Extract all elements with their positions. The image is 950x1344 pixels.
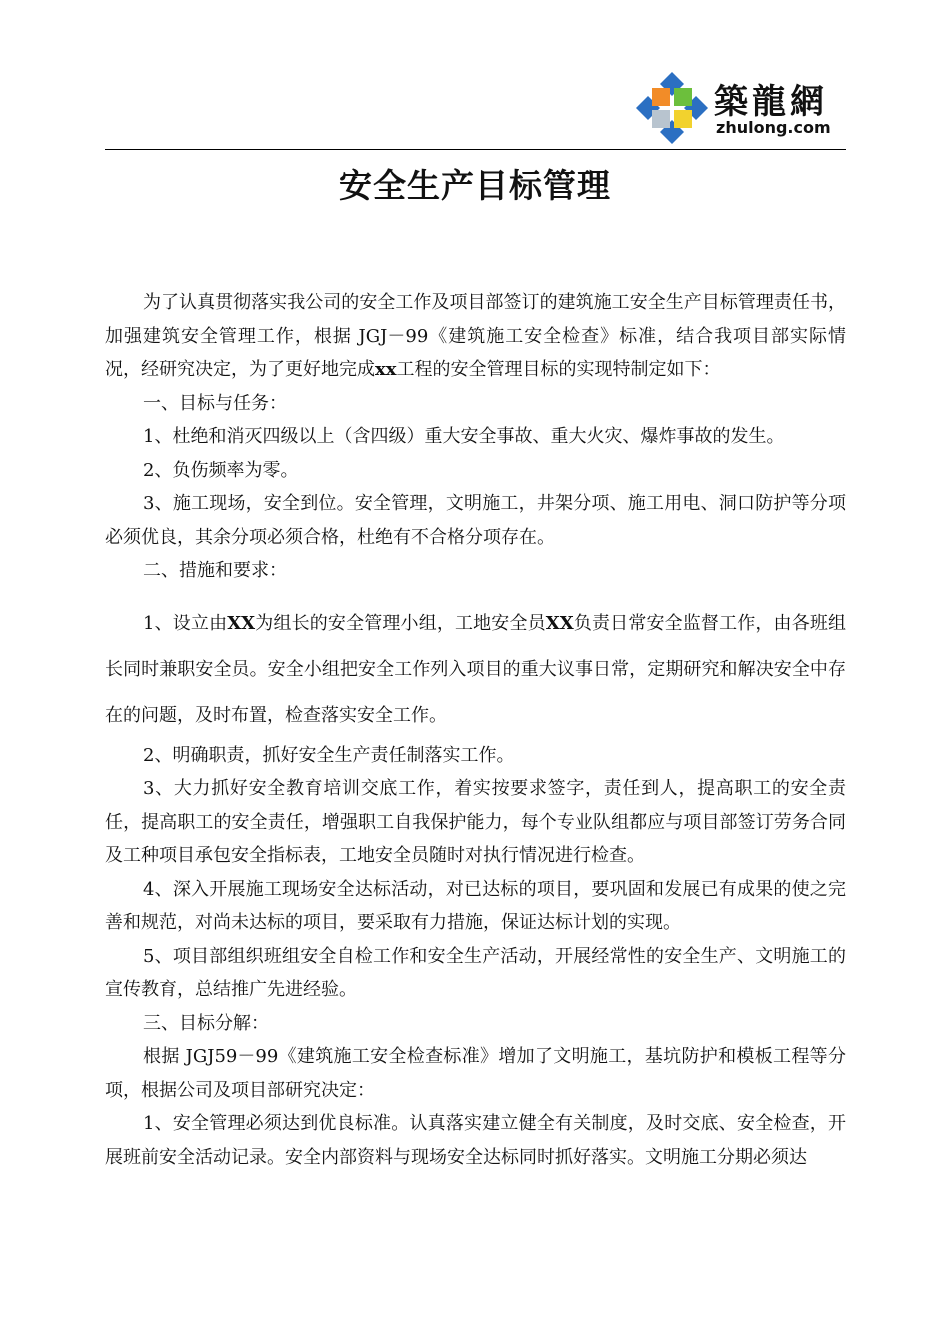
goal-item-3: 3、施工现场，安全到位。安全管理，文明施工，井架分项、施工用电、洞口防护等分项必须优良，其余分项必须合格，杜绝有不合格分项存在。 xyxy=(105,493,846,548)
measure-item-2: 2、明确职责，抓好安全生产责任制落实工作。 xyxy=(143,744,515,766)
section-heading-1: 一、目标与任务： xyxy=(143,392,287,414)
measure-item-3: 3、大力抓好安全教育培训交底工作，着实按要求签字，责任到人，提高职工的安全责任，提高职工的安全责任，增强职工自我保护能力，每个专业队组都应与项目部签订劳务合同及工种项目承包安全指标表，工地安全员随时对执行情况进行检查。 xyxy=(105,778,846,866)
measure-item-1-first-line: 1、设立由XX为组长的安全管理小组，工地安全员XX负责日常安全监督工作，由各班组长同时兼职安全员。安全小组把安全工作列入项目的重大议事日常，定期研究和解决安全中存在的问题，及时布置，检查落实安全工作。 xyxy=(105,612,847,726)
logo-domain-text: zhulong.com xyxy=(716,118,831,137)
safety-officer-placeholder: XX xyxy=(545,612,574,634)
measure-item-4: 4、深入开展施工现场安全达标活动，对已达标的项目，要巩固和发展已有成果的使之完善和规范，对尚未达标的项目，要采取有力措施，保证达标计划的实现。 xyxy=(105,878,846,933)
intro-paragraph: 为了认真贯彻落实我公司的安全工作及项目部签订的建筑施工安全生产目标管理责任书，加强建筑安全管理工作，根据 JGJ－99《建筑施工安全检查》标准，结合我项目部实际情况，经研究决定，为了更好地完成xx工程的安全管理目标的实现特制定如下： xyxy=(105,292,846,380)
document-title: 安全生产目标管理 xyxy=(339,166,611,205)
section-heading-3: 三、目标分解： xyxy=(143,1012,269,1034)
leader-placeholder: XX xyxy=(227,612,256,634)
header-rule xyxy=(105,149,846,150)
goal-item-1: 1、杜绝和消灭四级以上（含四级）重大安全事故、重大火灾、爆炸事故的发生。 xyxy=(143,426,785,447)
zhulong-logo-icon xyxy=(632,70,712,146)
document-body xyxy=(105,286,846,1174)
measure-item-5: 5、项目部组织班组安全自检工作和安全生产活动，开展经常性的安全生产、文明施工的宣传教育，总结推广先进经验。 xyxy=(105,945,846,1000)
decomposition-intro: 根据 JGJ59－99《建筑施工安全检查标准》增加了文明施工，基坑防护和模板工程等分项，根据公司及项目部研究决定： xyxy=(105,1046,846,1101)
section-heading-2: 二、措施和要求： xyxy=(143,560,287,581)
decomposition-item-1: 1、安全管理必须达到优良标准。认真落实建立健全有关制度，及时交底、安全检查，开展班前安全活动记录。安全内部资料与现场安全达标同时抓好落实。文明施工分期必须达 xyxy=(105,1113,846,1168)
project-placeholder: xx xyxy=(375,359,397,380)
logo-chinese-text: 築龍網 xyxy=(714,82,828,122)
goal-item-2: 2、负伤频率为零。 xyxy=(143,459,299,481)
zhulong-logo xyxy=(628,68,848,148)
